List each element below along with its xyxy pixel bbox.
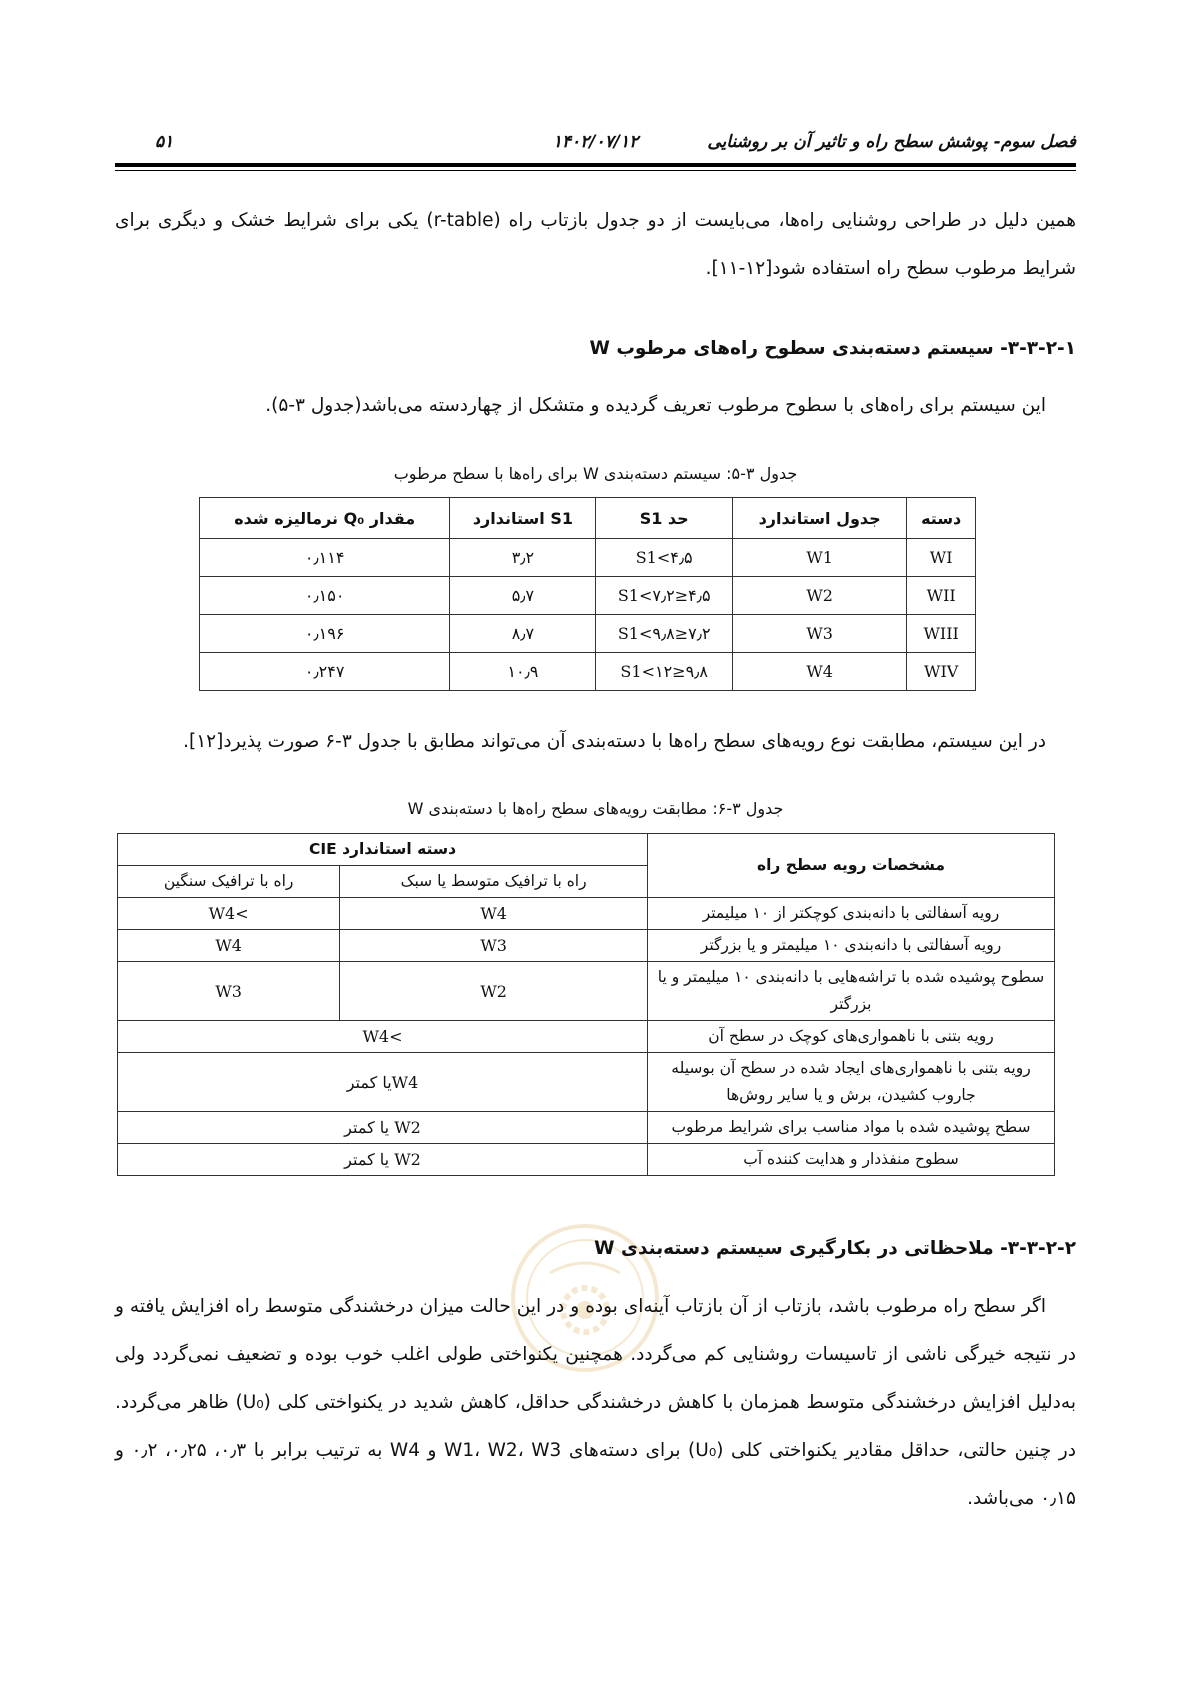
table-cell: ۵٫۷ bbox=[450, 577, 596, 615]
merged-class-value: W2 یا کمتر bbox=[118, 1112, 648, 1144]
table-row bbox=[118, 1144, 1055, 1176]
table-cell: WI bbox=[907, 539, 976, 577]
table-row bbox=[200, 577, 976, 615]
table-cell: ۳٫۲ bbox=[450, 539, 596, 577]
merged-class-value: W4یا کمتر bbox=[118, 1053, 648, 1112]
table1-caption: جدول ۳-۵: سیستم دسته‌بندی W برای راه‌ها با سطح مرطوب bbox=[393, 464, 798, 483]
section1-paragraph: این سیستم برای راه‌های با سطوح مرطوب تعریف گردیده و متشکل از چهاردسته می‌باشد(جدول ۳-۵). bbox=[265, 395, 1046, 416]
surface-description: رویه آسفالتی با دانه‌بندی کوچکتر از ۱۰ میلیمتر bbox=[648, 898, 1055, 930]
table2-header-surface: مشخصات رویه سطح راه bbox=[648, 834, 1055, 898]
table-cell: ۰٫۱۵۰ bbox=[200, 577, 450, 615]
page-number: ۵۱ bbox=[155, 132, 174, 152]
table-cell: W3 bbox=[732, 615, 906, 653]
table-cell: WIV bbox=[907, 653, 976, 691]
light-traffic-value: W4 bbox=[340, 898, 648, 930]
table-cell: ۰٫۲۴۷ bbox=[200, 653, 450, 691]
table2-header-cie: دسته استاندارد CIE bbox=[118, 834, 648, 866]
surface-description: رویه بتنی با ناهمواری‌های ایجاد شده در سطح آن بوسیله جاروب کشیدن، برش و یا سایر روش‌ها bbox=[648, 1053, 1055, 1112]
section-heading-1: ۳-۳-۲-۱- سیستم دسته‌بندی سطوح راه‌های مرطوب W bbox=[589, 338, 1076, 359]
header-date: ۱۴۰۲/۰۷/۱۲ bbox=[552, 132, 639, 152]
table-cell: S1<۴٫۵ bbox=[596, 539, 733, 577]
table1-header-cell: S1 استاندارد bbox=[450, 498, 596, 539]
mid-paragraph: در این سیستم، مطابقت نوع رویه‌های سطح راه‌ها با دسته‌بندی آن می‌تواند مطابق با جدول ۳-۶ صورت پذیرد[۱۲]. bbox=[183, 731, 1046, 752]
header-rule-thick bbox=[115, 163, 1076, 167]
table-row bbox=[200, 539, 976, 577]
table-cell: ۴٫۵≤S1<۷٫۲ bbox=[596, 577, 733, 615]
table-w-classification bbox=[199, 497, 976, 691]
table1-header-row bbox=[200, 498, 976, 539]
section-heading-2: ۳-۳-۲-۲- ملاحظاتی در بکارگیری سیستم دسته‌بندی W bbox=[594, 1238, 1076, 1259]
heavy-traffic-value: >W4 bbox=[118, 898, 340, 930]
table-row bbox=[118, 930, 1055, 962]
table2-header-row bbox=[118, 834, 1055, 866]
table-row bbox=[118, 1112, 1055, 1144]
table-cell: WII bbox=[907, 577, 976, 615]
table1-header-cell: جدول استاندارد bbox=[732, 498, 906, 539]
table-cell: ۰٫۱۱۴ bbox=[200, 539, 450, 577]
table1-header-cell: حد S1 bbox=[596, 498, 733, 539]
table-row bbox=[200, 615, 976, 653]
table1-header-cell: مقدار Q₀ نرمالیزه شده bbox=[200, 498, 450, 539]
header-rule-thin bbox=[115, 170, 1076, 171]
table-row bbox=[118, 1053, 1055, 1112]
table2-subheader-heavy: راه با ترافیک سنگین bbox=[118, 866, 340, 898]
light-traffic-value: W3 bbox=[340, 930, 648, 962]
table-row bbox=[118, 1021, 1055, 1053]
section2-paragraph: اگر سطح راه مرطوب باشد، بازتاب از آن بازتاب آینه‌ای بوده و در این حالت میزان درخشندگی متوسط راه افزایش یافته و در نتیجه خیرگی ناشی از تاسیسات روشنایی کم می‌گردد. همچنین یکنواختی طولی اغلب خوب بوده و تضعیف نمی‌گردد ولی به‌دلیل افزایش درخشندگی متوسط همزمان با کاهش درخشندگی حداقل، کاهش شدید در یکنواختی کلی (U₀) ظاهر می‌گردد. در چنین حالتی، حداقل مقادیر یکنواختی کلی (U₀) برای دسته‌های W1، W2، W3 و W4 به ترتیب برابر با ۰٫۳، ۰٫۲۵، ۰٫۲ و ۰٫۱۵ می‌باشد. bbox=[115, 1296, 1076, 1509]
surface-description: رویه آسفالتی با دانه‌بندی ۱۰ میلیمتر و یا بزرگتر bbox=[648, 930, 1055, 962]
table-cell: ۰٫۱۹۶ bbox=[200, 615, 450, 653]
merged-class-value: >W4 bbox=[118, 1021, 648, 1053]
table-cell: W1 bbox=[732, 539, 906, 577]
table-cell: W2 bbox=[732, 577, 906, 615]
table-cell: ۱۰٫۹ bbox=[450, 653, 596, 691]
surface-description: سطوح پوشیده شده با تراشه‌هایی با دانه‌بندی ۱۰ میلیمتر و یا بزرگتر bbox=[648, 962, 1055, 1021]
table-cell: ۷٫۲≤S1<۹٫۸ bbox=[596, 615, 733, 653]
table-cell: ۹٫۸≤S1<۱۲ bbox=[596, 653, 733, 691]
intro-paragraph: همین دلیل در طراحی روشنایی راه‌ها، می‌بایست از دو جدول بازتاب راه (r-table) یکی برای شرایط خشک و دیگری برای شرایط مرطوب سطح راه استفاده شود[۱۲-۱۱]. bbox=[115, 210, 1076, 279]
table2-caption: جدول ۳-۶: مطابقت رویه‌های سطح راه‌ها با دسته‌بندی W bbox=[407, 799, 784, 818]
light-traffic-value: W2 bbox=[340, 962, 648, 1021]
surface-description: سطح پوشیده شده با مواد مناسب برای شرایط مرطوب bbox=[648, 1112, 1055, 1144]
table-cell: WIII bbox=[907, 615, 976, 653]
chapter-title: فصل سوم- پوشش سطح راه و تاثیر آن بر روشنایی bbox=[707, 132, 1076, 152]
table-row bbox=[200, 653, 976, 691]
table-cell: W4 bbox=[732, 653, 906, 691]
surface-description: رویه بتنی با ناهمواری‌های کوچک در سطح آن bbox=[648, 1021, 1055, 1053]
table-row bbox=[118, 962, 1055, 1021]
table-row bbox=[118, 898, 1055, 930]
table-cell: ۸٫۷ bbox=[450, 615, 596, 653]
surface-description: سطوح منفذدار و هدایت کننده آب bbox=[648, 1144, 1055, 1176]
merged-class-value: W2 یا کمتر bbox=[118, 1144, 648, 1176]
heavy-traffic-value: W3 bbox=[118, 962, 340, 1021]
heavy-traffic-value: W4 bbox=[118, 930, 340, 962]
table-surface-matching bbox=[117, 833, 1055, 1176]
table2-subheader-light: راه با ترافیک متوسط یا سبک bbox=[340, 866, 648, 898]
page-header bbox=[115, 126, 1076, 156]
table1-header-cell: دسته bbox=[907, 498, 976, 539]
